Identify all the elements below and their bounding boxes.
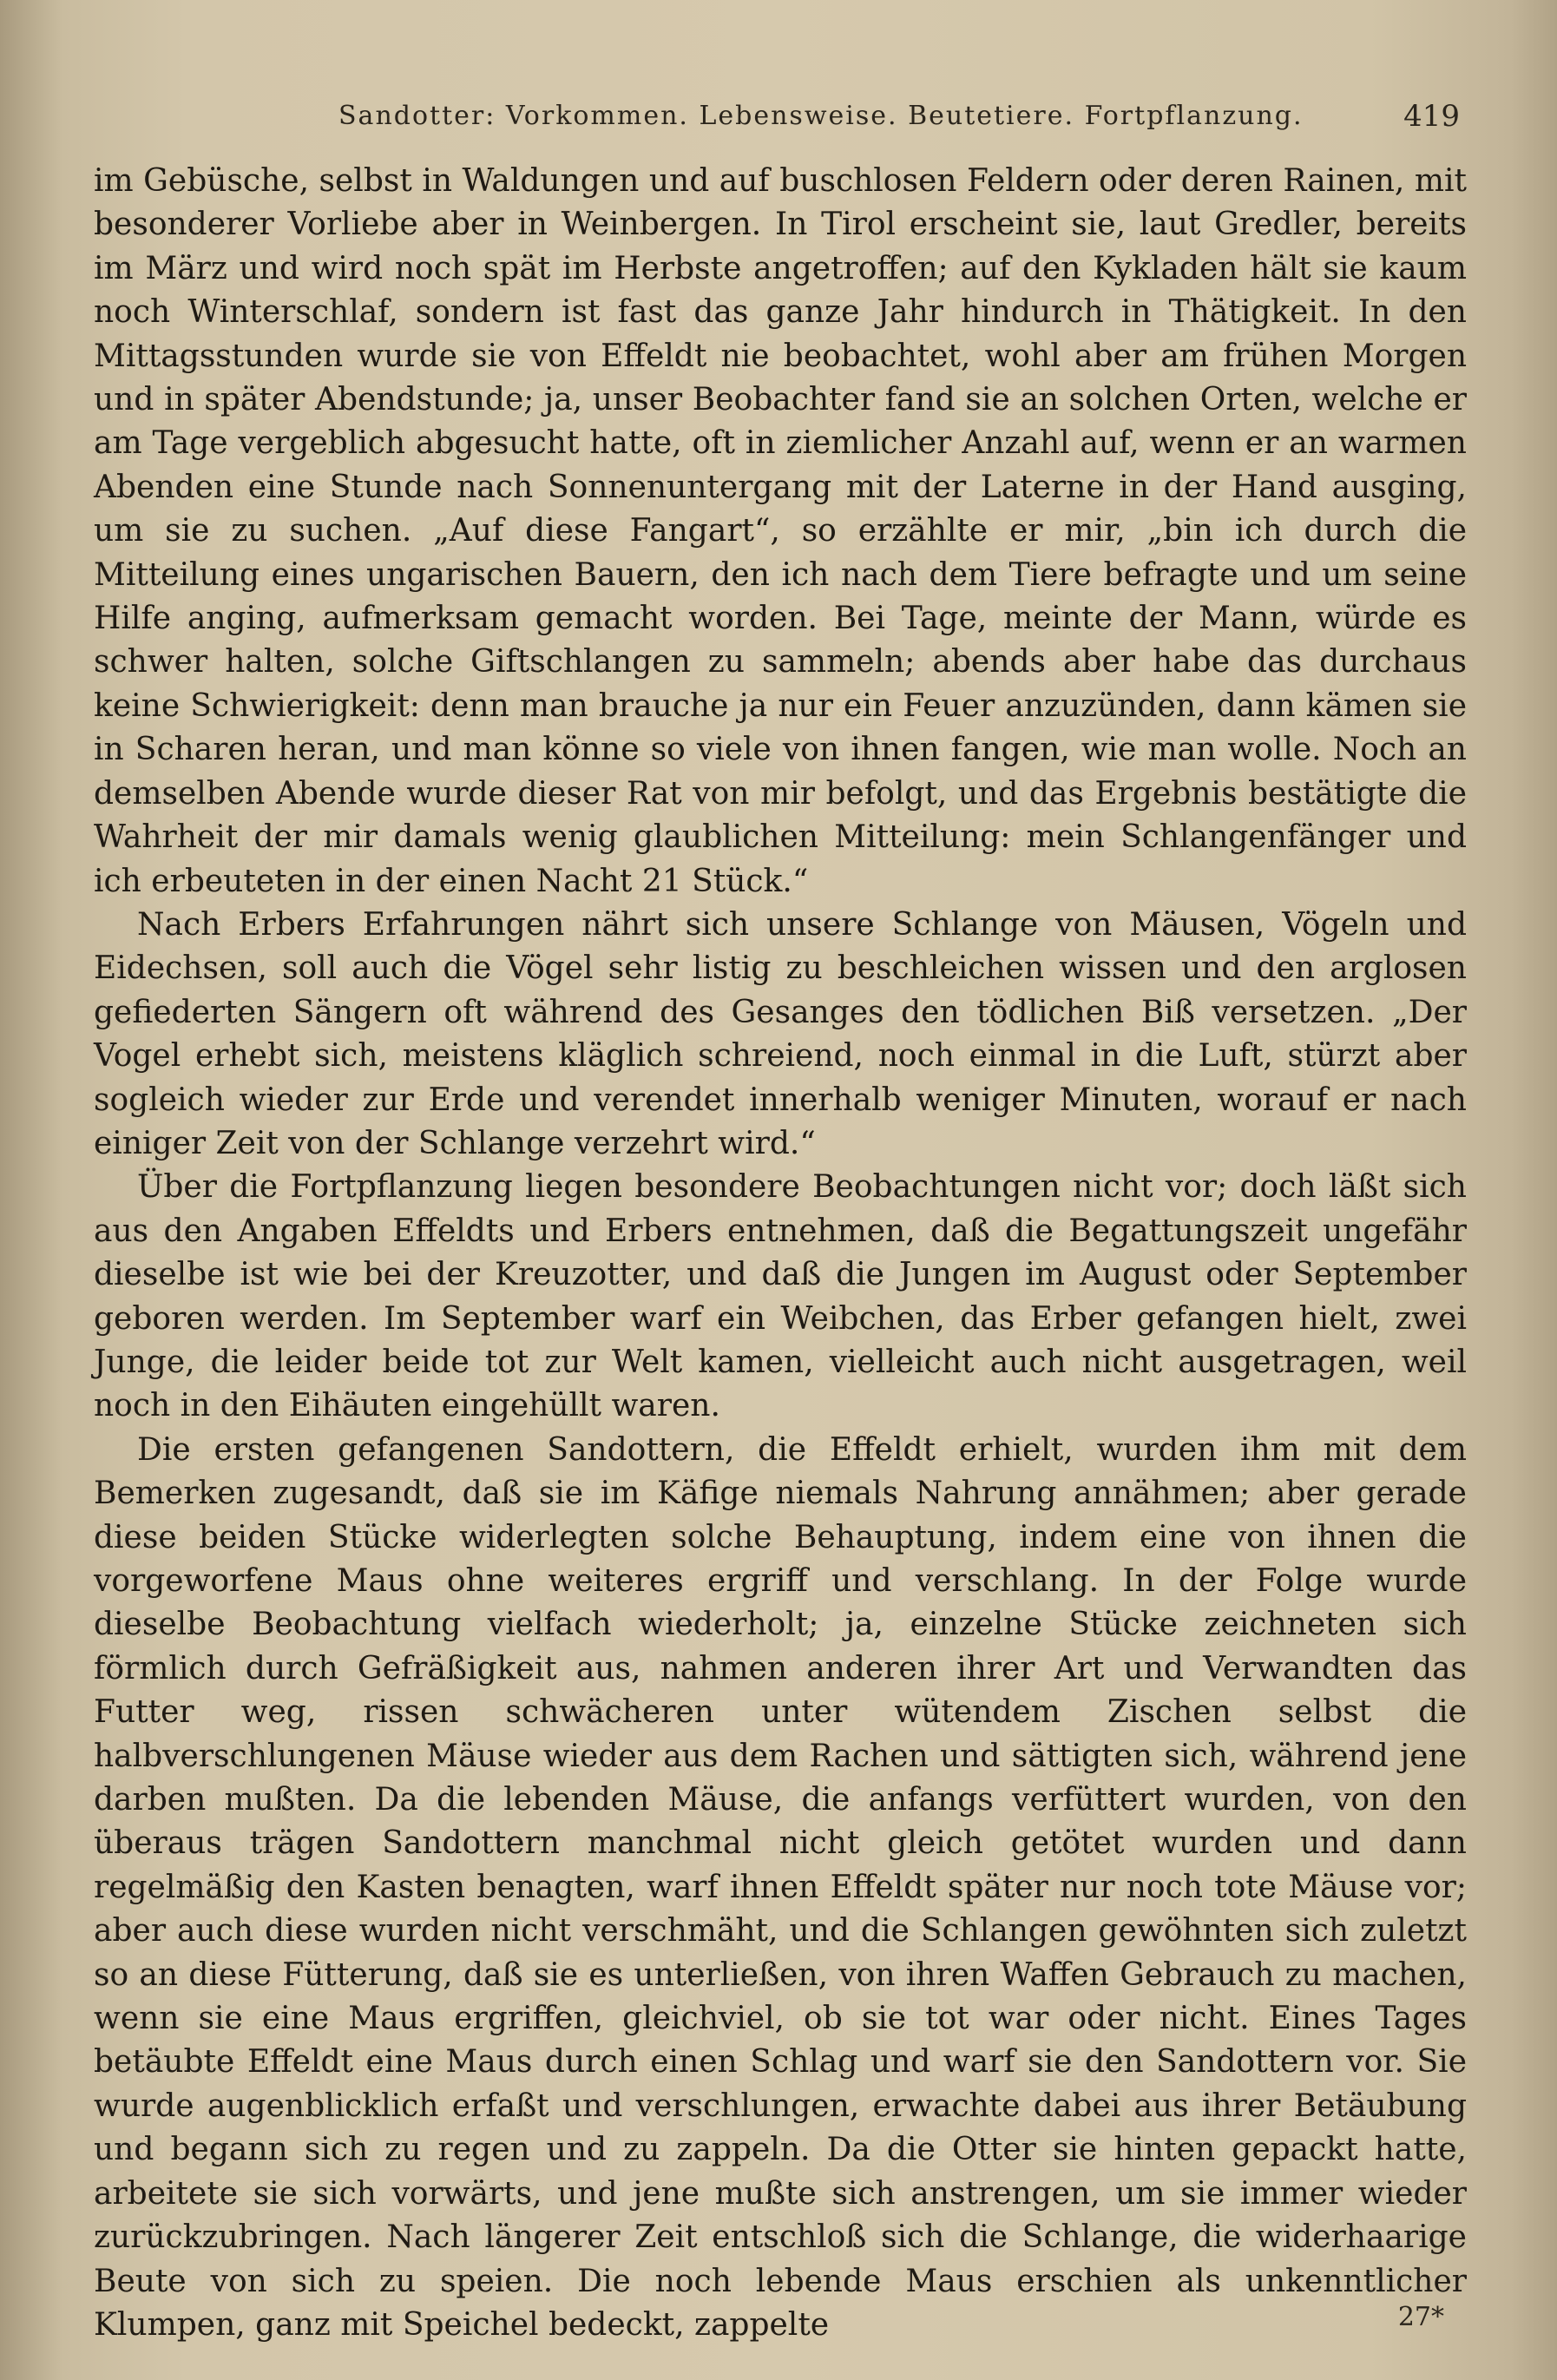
body-text [94, 160, 1467, 2347]
paragraph-4: Die ersten gefangenen Sandottern, die Effeldt erhielt, wurden ihm mit dem Bemerken zugesandt, daß sie im Käfige niemals Nahrung annähmen; aber gerade diese beiden Stücke widerlegten solche Behauptung, indem eine von ihnen die vorgeworfene Maus ohne weiteres ergriff und verschlang. In der Folge wurde dieselbe Beobachtung vielfach wiederholt; ja, einzelne Stücke zeichneten sich förmlich durch Gefräßigkeit aus, nahmen anderen ihrer Art und Verwandten das Futter weg, rissen schwächeren unter wütendem Zischen selbst die halbverschlungenen Mäuse wieder aus dem Rachen und sättigten sich, während jene darben mußten. Da die lebenden Mäuse, die anfangs verfüttert wurden, von den überaus trägen Sandottern manchmal nicht gleich getötet wurden und dann regelmäßig den Kasten benagten, warf ihnen Effeldt später nur noch tote Mäuse vor; aber auch diese wurden nicht verschmäht, und die Schlangen gewöhnten sich zuletzt so an diese Fütterung, daß sie es unterließen, von ihren Waffen Gebrauch zu machen, wenn sie eine Maus ergriffen, gleichviel, ob sie tot war oder nicht. Eines Tages betäubte Effeldt eine Maus durch einen Schlag und warf sie den Sandottern vor. Sie wurde augenblicklich erfaßt und verschlungen, erwachte dabei aus ihrer Betäubung und begann sich zu regen und zu zappeln. Da die Otter sie hinten gepackt hatte, arbeitete sie sich vorwärts, und jene mußte sich anstrengen, um sie immer wieder zurückzubringen. Nach längerer Zeit entschloß sich die Schlange, die widerhaarige Beute von sich zu speien. Die noch lebende Maus erschien als unkenntlicher Klumpen, ganz mit Speichel bedeckt, zappelte [94, 1431, 1467, 2343]
running-head: Sandotter: Vorkommen. Lebensweise. Beutetiere. Fortpflanzung. [338, 101, 1304, 131]
paragraph-2: Nach Erbers Erfahrungen nährt sich unsere Schlange von Mäusen, Vögeln und Eidechsen, soll auch die Vögel sehr listig zu beschleichen wissen und den arglosen gefiederten Sängern oft während des Gesanges den tödlichen Biß versetzen. „Der Vogel erhebt sich, meistens kläglich schreiend, noch einmal in die Luft, stürzt aber sogleich wieder zur Erde und verendet innerhalb weniger Minuten, worauf er nach einiger Zeit von der Schlange verzehrt wird.“ [94, 906, 1467, 1161]
signature-mark: 27* [1397, 2302, 1444, 2332]
paragraph-1: im Gebüsche, selbst in Waldungen und auf buschlosen Feldern oder deren Rainen, mit besonderer Vorliebe aber in Weinbergen. In Tirol erscheint sie, laut Gredler, bereits im März und wird noch spät im Herbste angetroffen; auf den Kykladen hält sie kaum noch Winterschlaf, sondern ist fast das ganze Jahr hindurch in Thätigkeit. In den Mittagsstunden wurde sie von Effeldt nie beobachtet, wohl aber am frühen Morgen und in später Abendstunde; ja, unser Beobachter fand sie an solchen Orten, welche er am Tage vergeblich abgesucht hatte, oft in ziemlicher Anzahl auf, wenn er an warmen Abenden eine Stunde nach Sonnenuntergang mit der Laterne in der Hand ausging, um sie zu suchen. „Auf diese Fangart“, so erzählte er mir, „bin ich durch die Mitteilung eines ungarischen Bauern, den ich nach dem Tiere befragte und um seine Hilfe anging, aufmerksam gemacht worden. Bei Tage, meinte der Mann, würde es schwer halten, solche Giftschlangen zu sammeln; abends aber habe das durchaus keine Schwierigkeit: denn man brauche ja nur ein Feuer anzuzünden, dann kämen sie in Scharen heran, und man könne so viele von ihnen fangen, wie man wolle. Noch an demselben Abende wurde dieser Rat von mir befolgt, und das Ergebnis bestätigte die Wahrheit der mir damals wenig glaublichen Mitteilung: mein Schlangenfänger und ich erbeuteten in der einen Nacht 21 Stück.“ [94, 163, 1467, 899]
page-header [95, 94, 1467, 142]
paragraph-3: Über die Fortpflanzung liegen besondere Beobachtungen nicht vor; doch läßt sich aus den Angaben Effeldts und Erbers entnehmen, daß die Begattungszeit ungefähr dieselbe ist wie bei der Kreuzotter, und daß die Jungen im August oder September geboren werden. Im September warf ein Weibchen, das Erber gefangen hielt, zwei Junge, die leider beide tot zur Welt kamen, vielleicht auch nicht ausgetragen, weil noch in den Eihäuten eingehüllt waren. [94, 1169, 1467, 1424]
page-number: 419 [1403, 99, 1460, 134]
